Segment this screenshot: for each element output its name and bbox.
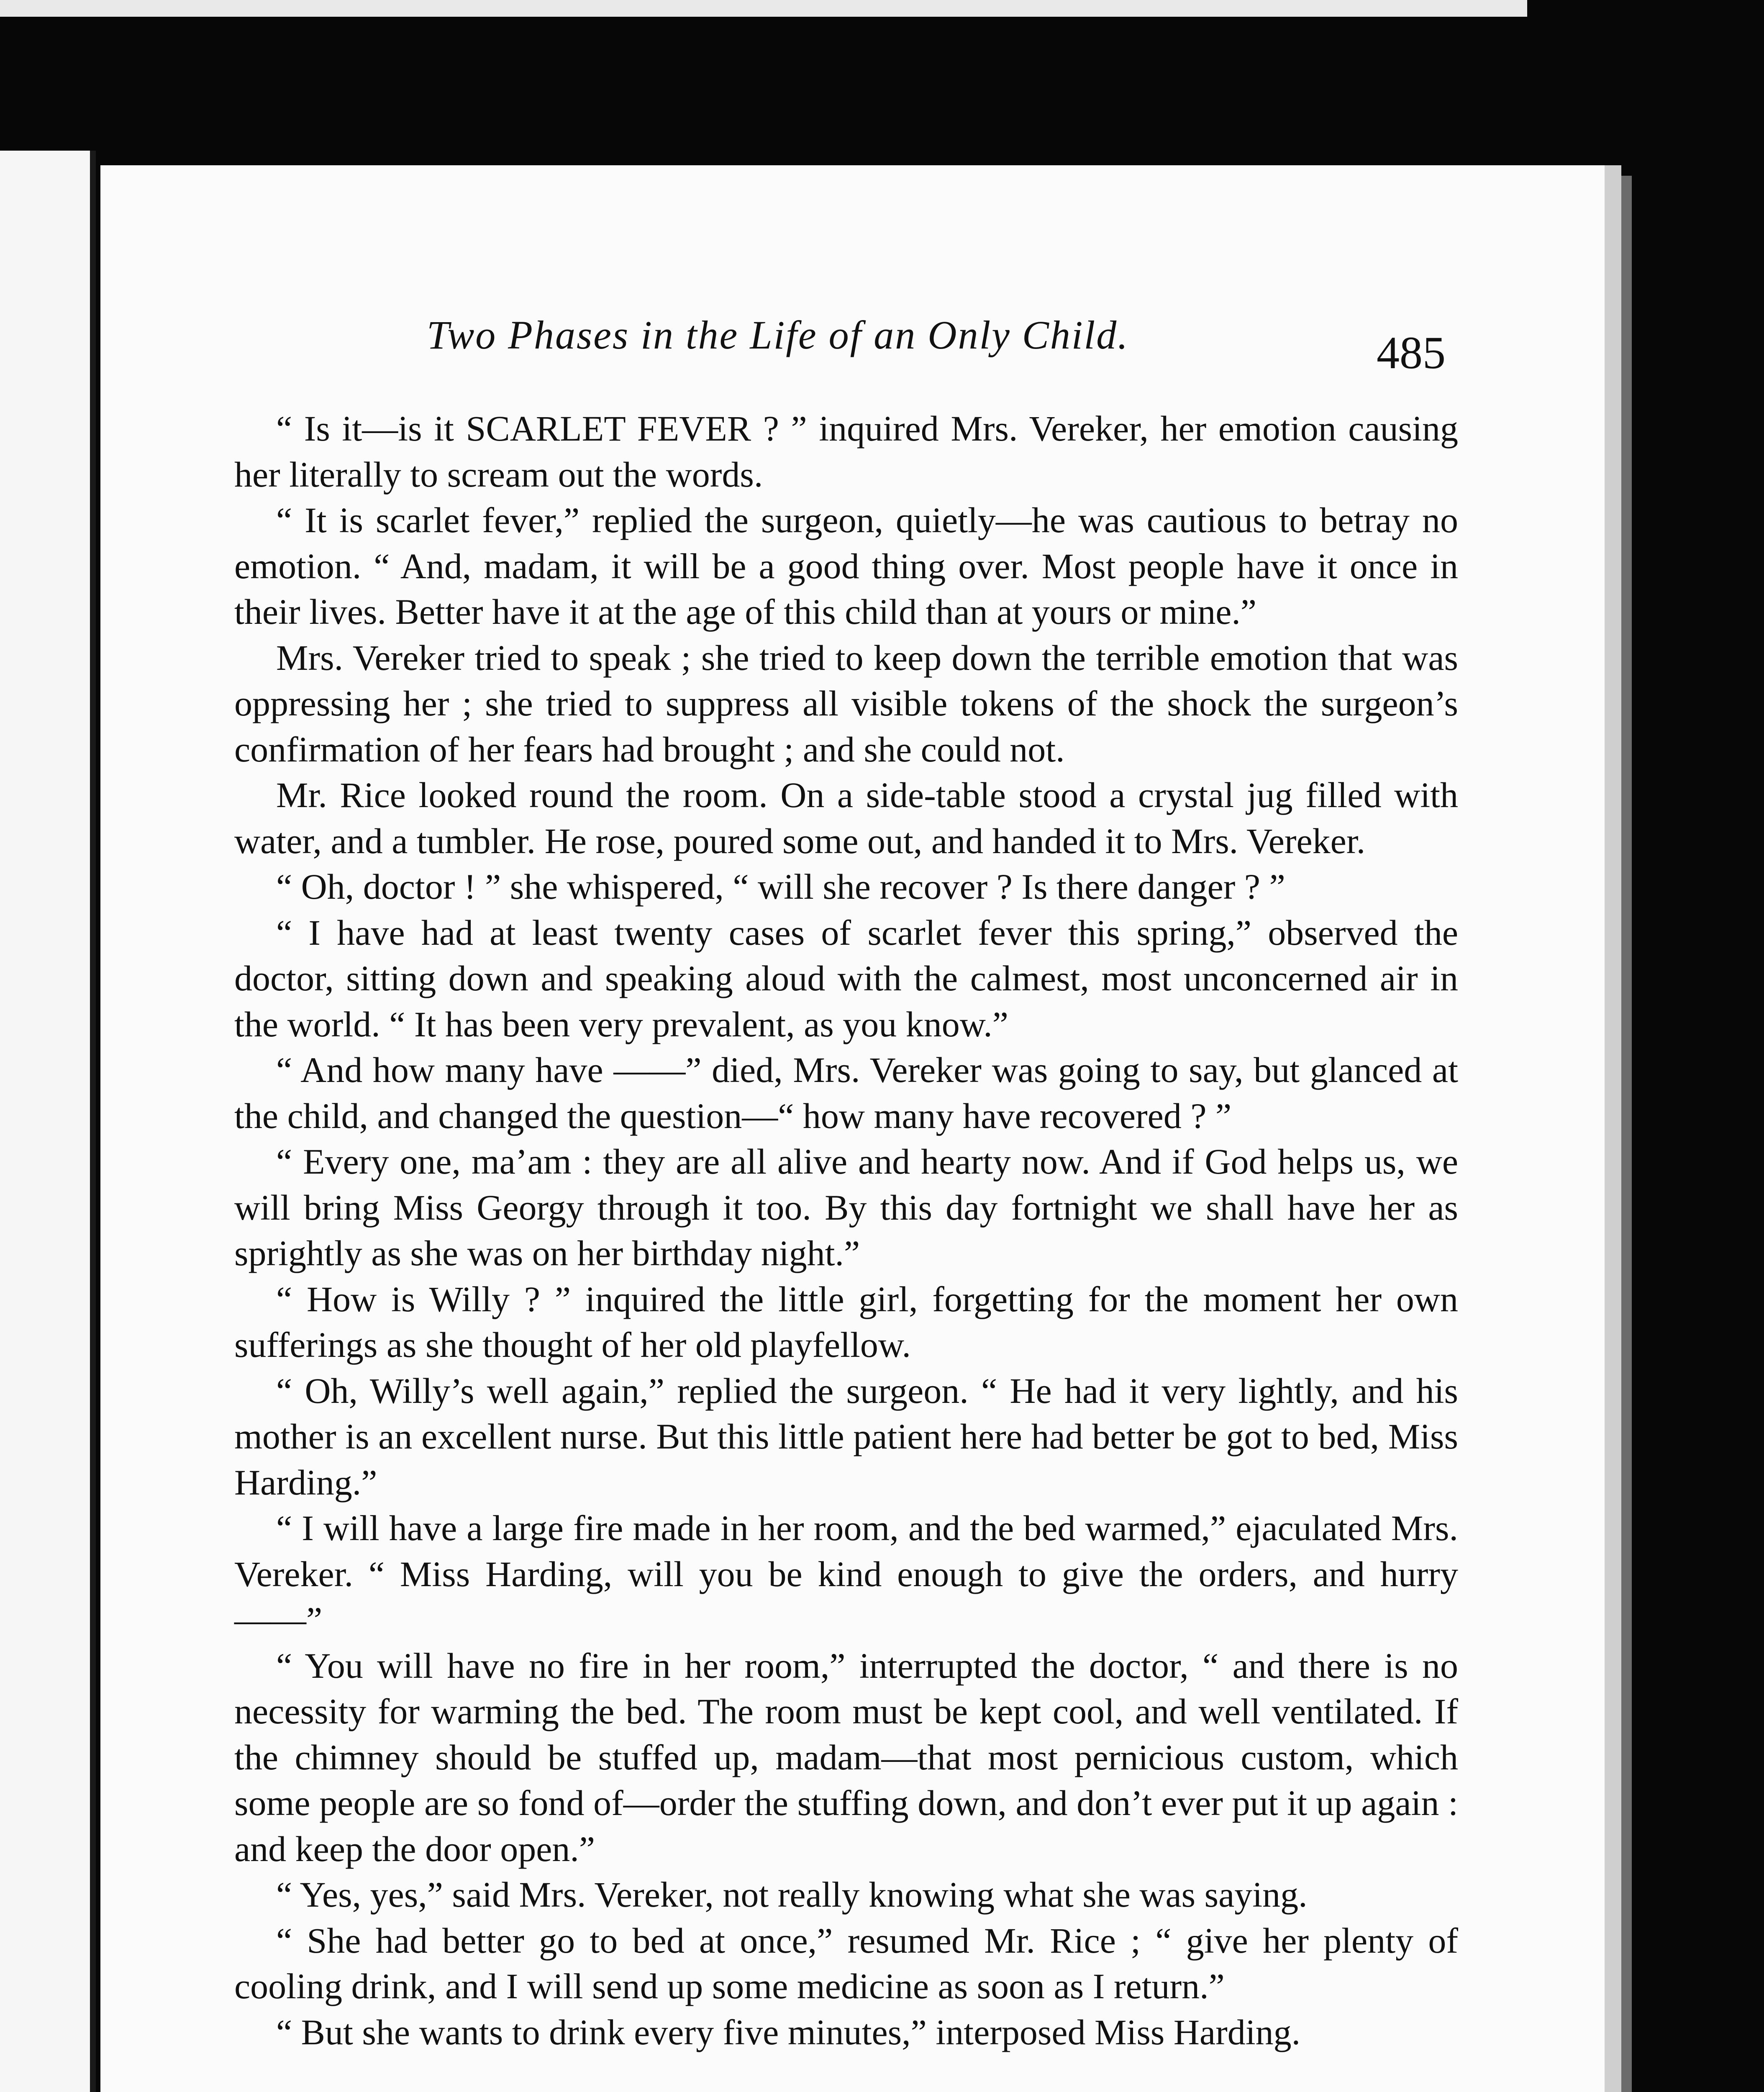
- running-title: Two Phases in the Life of an Only Child.: [427, 313, 1129, 357]
- paragraph: “ I will have a large fire made in her room, and the bed warmed,” ejaculated Mrs. Vereker. “ Miss Harding, will you be kind enough to give the orders, and hurry ——”: [234, 1508, 1458, 1640]
- previous-page-leaf: [0, 151, 96, 2092]
- paragraph: “ Oh, Willy’s well again,” replied the surgeon. “ He had it very lightly, and his mother is an excellent nurse. But this little patient here had better be got to bed, Miss Harding.”: [234, 1370, 1458, 1502]
- paragraph: “ You will have no fire in her room,” interrupted the doctor, “ and there is no necessity for warming the bed. The room must be kept cool, and well ventilated. If the chimney should be stuffed up, madam—that most pernicious custom, which some people are so fond of—order the stuffing down, and don’t ever put it up again : and keep the door open.”: [234, 1645, 1458, 1869]
- paragraph: Mrs. Vereker tried to speak ; she tried to keep down the terrible emotion that was oppressing her ; she tried to suppress all visible tokens of the shock the surgeon’s confirmation of her fears had brought ; and she could not.: [234, 637, 1458, 769]
- body-text: [234, 406, 1458, 2055]
- paragraph: “ Oh, doctor ! ” she whispered, “ will she recover ? Is there danger ? ”: [276, 867, 1285, 907]
- page-number: 485: [1377, 327, 1446, 378]
- paragraph: “ Yes, yes,” said Mrs. Vereker, not really knowing what she was saying.: [276, 1874, 1308, 1915]
- paragraph: “ Every one, ma’am : they are all alive and hearty now. And if God helps us, we will bring Miss Georgy through it too. By this day fortnight we shall have her as sprightly as she was on her birthday night.”: [234, 1141, 1458, 1273]
- paragraph: “ She had better go to bed at once,” resumed Mr. Rice ; “ give her plenty of cooling drink, and I will send up some medicine as soon as I return.”: [234, 1920, 1458, 2006]
- paragraph: “ But she wants to drink every five minutes,” interposed Miss Harding.: [276, 2012, 1301, 2052]
- page-edge-shadow: [1621, 176, 1632, 2092]
- paragraph: “ How is Willy ? ” inquired the little girl, forgetting for the moment her own sufferings as she thought of her old playfellow.: [234, 1279, 1458, 1365]
- paragraph: “ Is it—is it SCARLET FEVER ? ” inquired Mrs. Vereker, her emotion causing her literally to scream out the words.: [234, 408, 1458, 495]
- paragraph: “ It is scarlet fever,” replied the surgeon, quietly—he was cautious to betray no emotion. “ And, madam, it will be a good thing over. Most people have it once in their lives. Better have it at the age of this child than at yours or mine.”: [234, 500, 1458, 632]
- top-scan-strip: [0, 0, 1527, 17]
- paragraph: “ And how many have ——” died, Mrs. Vereker was going to say, but glanced at the child, and changed the question—“ how many have recovered ? ”: [234, 1050, 1458, 1136]
- paragraph: “ I have had at least twenty cases of scarlet fever this spring,” observed the doctor, sitting down and speaking aloud with the calmest, most unconcerned air in the world. “ It has been very prevalent, as you know.”: [234, 912, 1458, 1044]
- paragraph: Mr. Rice looked round the room. On a side-table stood a crystal jug filled with water, and a tumbler. He rose, poured some out, and handed it to Mrs. Vereker.: [234, 775, 1458, 861]
- page-edge: [1605, 165, 1621, 2092]
